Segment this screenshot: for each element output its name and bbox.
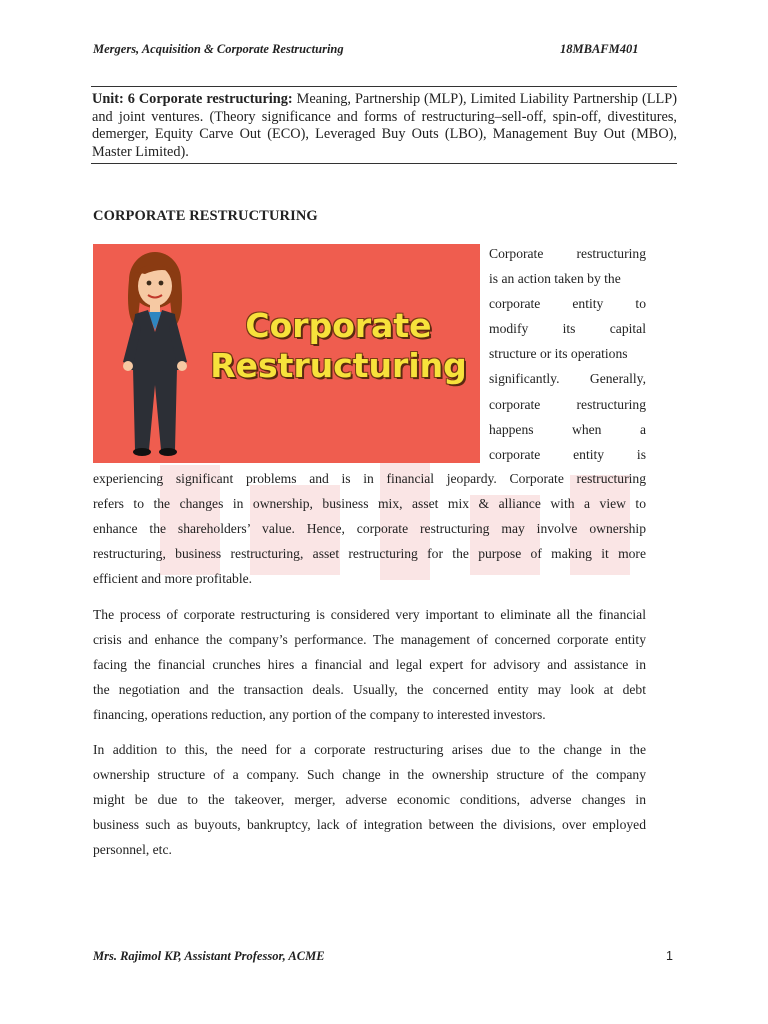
side-line: is an action taken by the	[489, 271, 621, 287]
paragraph-line: restructuring, business restructuring, asset restructuring for the purpose of making it more	[93, 546, 646, 562]
section-title: CORPORATE RESTRUCTURING	[93, 208, 318, 224]
paragraph-line: efficient and more profitable.	[93, 571, 253, 587]
side-line: structure or its operations	[489, 346, 628, 362]
paragraph-line: The process of corporate restructuring is considered very important to eliminate all the financial	[93, 607, 646, 622]
paragraph-line: might be due to the takeover, merger, adverse economic conditions, adverse changes in	[93, 792, 646, 808]
paragraph-line: personnel, etc.	[93, 842, 172, 858]
paragraph-line: crisis and enhance the company’s performance. The management of concerned corporate entity	[93, 632, 646, 648]
unit-line-4: Buy Out (MBO), Master Limited).	[92, 126, 677, 160]
paragraph-line: ownership structure of a company. Such change in the ownership structure of the company	[93, 767, 646, 783]
paragraph-line: facing the financial crunches hires a financial and legal expert for advisory and assistance in	[93, 657, 646, 673]
footer-author: Mrs. Rajimol KP, Assistant Professor, ACME	[93, 949, 325, 963]
paragraph-line: the negotiation and the transaction deals. Usually, the concerned entity may look at debt	[93, 682, 646, 698]
side-line: Corporate restructuring	[489, 246, 646, 261]
unit-line-1: Meaning, Partnership (MLP), Limited Liability Partnership	[296, 91, 639, 107]
side-line: corporate restructuring	[489, 396, 646, 412]
businesswoman-figure	[115, 250, 195, 460]
paragraph-line: refers to the changes in ownership, business mix, asset mix & alliance with a view to	[93, 496, 646, 512]
intro-side-column	[489, 241, 646, 467]
unit-syllabus-box	[91, 86, 677, 164]
paragraph-line: enhance the shareholders’ value. Hence, corporate restructuring may involve ownership	[93, 521, 646, 537]
side-line: corporate entity to	[489, 296, 646, 312]
side-line: happens when a	[489, 421, 646, 437]
intro-paragraph-continuation	[93, 466, 646, 591]
unit-label: Unit: 6 Corporate restructuring:	[92, 91, 293, 107]
side-line: significantly. Generally,	[489, 371, 646, 387]
unit-line-2: (LLP) and joint ventures. (Theory significance and forms of restructuring–sell-off, spin-off,	[92, 91, 677, 125]
paragraph-need	[93, 737, 646, 862]
paragraph-line: business such as buyouts, bankruptcy, lack of integration between the divisions, over employed	[93, 817, 646, 833]
hero-title: Corporate Restructuring	[210, 306, 467, 385]
paragraph-line: In addition to this, the need for a corporate restructuring arises due to the change in the	[93, 742, 646, 757]
side-line: corporate entity is	[489, 446, 646, 462]
page-number: 1	[666, 949, 673, 963]
header-course-title: Mergers, Acquisition & Corporate Restructuring	[93, 42, 344, 56]
paragraph-line: financing, operations reduction, any portion of the company to interested investors.	[93, 707, 546, 723]
header-course-code: 18MBAFM401	[560, 42, 639, 56]
side-line: modify its capital	[489, 321, 646, 337]
unit-line-3: divestitures, demerger, Equity Carve Out (ECO), Leveraged Buy Outs (LBO), Management	[92, 108, 678, 142]
hero-image	[93, 244, 480, 463]
paragraph-line: experiencing significant problems and is in financial jeopardy. Corporate restructuring	[93, 471, 646, 486]
paragraph-process	[93, 602, 646, 727]
